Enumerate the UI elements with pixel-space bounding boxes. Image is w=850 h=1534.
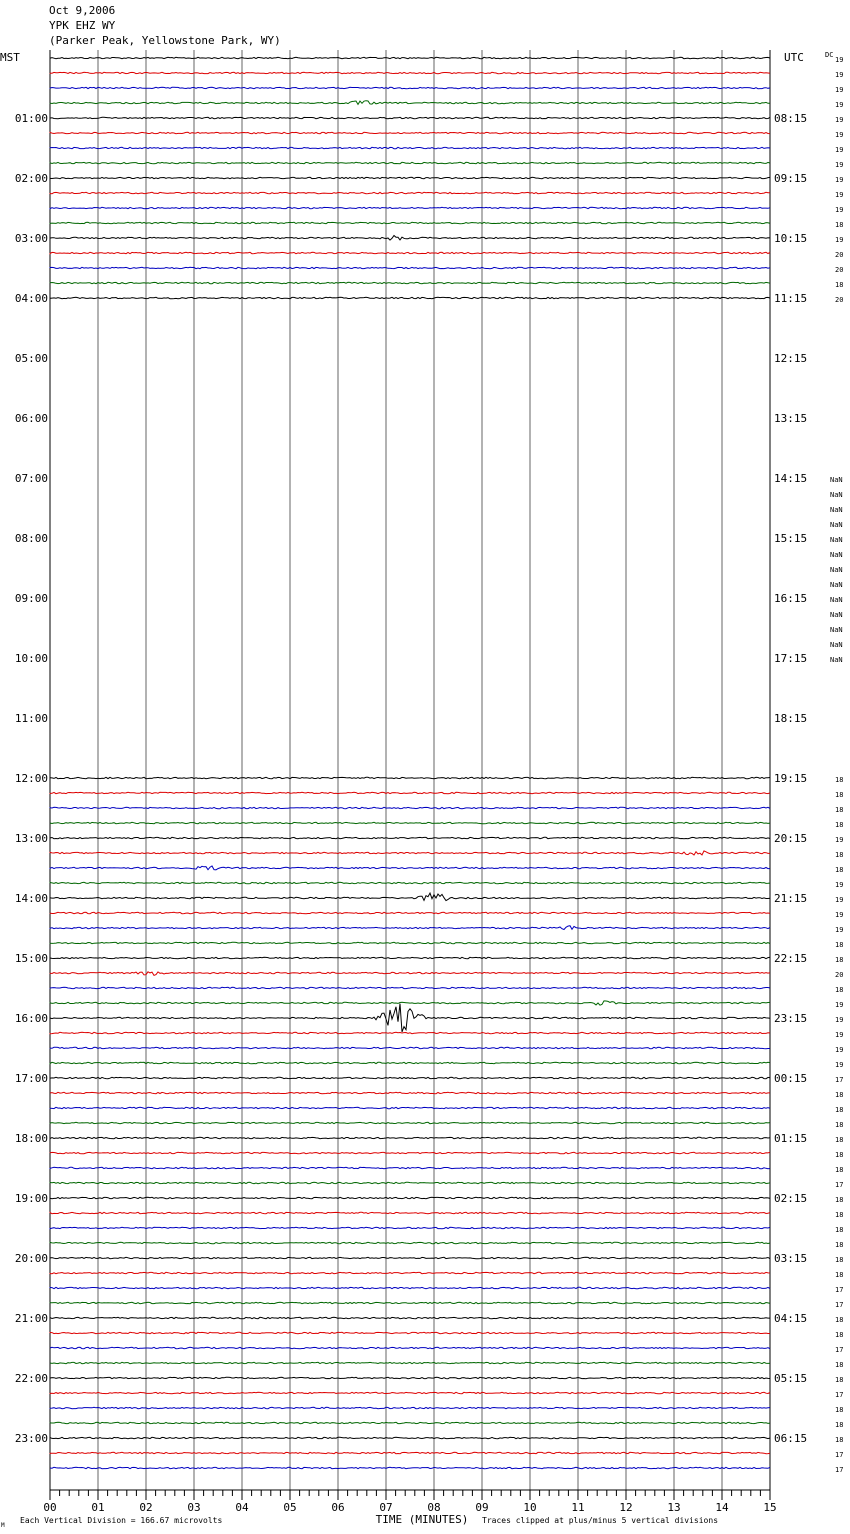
seismic-trace bbox=[50, 1257, 770, 1258]
seismic-trace bbox=[50, 132, 770, 133]
dc-offset-label: 18 bbox=[835, 1376, 844, 1384]
hour-label-utc: 11:15 bbox=[774, 292, 808, 305]
seismic-trace bbox=[50, 267, 770, 268]
dc-offset-label: 17 bbox=[835, 1301, 844, 1309]
seismic-trace bbox=[50, 972, 770, 976]
nan-label: NaN bbox=[830, 626, 843, 634]
seismic-trace bbox=[50, 987, 770, 988]
nan-label: NaN bbox=[830, 551, 843, 559]
dc-offset-label: 18 bbox=[835, 821, 844, 829]
seismic-trace bbox=[50, 1152, 770, 1153]
seismic-trace bbox=[50, 1422, 770, 1423]
hour-label-mst: 08:00 bbox=[14, 532, 48, 545]
mst-axis-label: MST bbox=[0, 51, 20, 64]
hour-label-utc: 14:15 bbox=[774, 472, 808, 485]
seismic-trace bbox=[50, 177, 770, 178]
dc-offset-label: 18 bbox=[835, 1226, 844, 1234]
hour-label-utc: 20:15 bbox=[774, 832, 808, 845]
corner-mark: M bbox=[1, 1522, 5, 1529]
dc-offset-label: 19 bbox=[835, 206, 844, 214]
time-tick-label: 13 bbox=[667, 1501, 681, 1514]
seismic-trace bbox=[50, 282, 770, 283]
dc-offset-label: 18 bbox=[835, 1271, 844, 1279]
dc-offset-label: 19 bbox=[835, 836, 844, 844]
seismic-trace bbox=[50, 1032, 770, 1033]
dc-offset-label: 19 bbox=[835, 116, 844, 124]
hour-label-utc: 15:15 bbox=[774, 532, 808, 545]
seismic-trace bbox=[50, 851, 770, 855]
dc-offset-label: 18 bbox=[835, 1166, 844, 1174]
dc-offset-label: 19 bbox=[835, 1001, 844, 1009]
time-tick-label: 01 bbox=[91, 1501, 105, 1514]
seismic-trace bbox=[50, 1077, 770, 1078]
seismic-trace bbox=[50, 792, 770, 793]
time-tick-label: 04 bbox=[235, 1501, 249, 1514]
dc-offset-label: 19 bbox=[835, 1061, 844, 1069]
time-tick-label: 00 bbox=[43, 1501, 57, 1514]
hour-label-mst: 15:00 bbox=[14, 952, 48, 965]
dc-offset-label: 18 bbox=[835, 1421, 844, 1429]
dc-offset-label: 18 bbox=[835, 281, 844, 289]
hour-label-utc: 16:15 bbox=[774, 592, 808, 605]
time-axis-title: TIME (MINUTES) bbox=[375, 1513, 469, 1526]
hour-label-mst: 11:00 bbox=[14, 712, 48, 725]
hour-label-mst: 17:00 bbox=[14, 1072, 48, 1085]
dc-offset-label: 19 bbox=[835, 1031, 844, 1039]
hour-label-mst: 21:00 bbox=[14, 1312, 48, 1325]
seismic-trace bbox=[50, 1452, 770, 1453]
hour-label-utc: 19:15 bbox=[774, 772, 808, 785]
hour-label-mst: 10:00 bbox=[14, 652, 48, 665]
scale-note: Each Vertical Division = 166.67 microvolts bbox=[20, 1516, 223, 1525]
seismic-trace bbox=[50, 1167, 770, 1168]
hour-label-utc: 18:15 bbox=[774, 712, 808, 725]
seismic-trace bbox=[50, 1392, 770, 1393]
seismic-trace bbox=[50, 1317, 770, 1318]
dc-offset-label: 18 bbox=[835, 1436, 844, 1444]
dc-offset-label: 19 bbox=[835, 1046, 844, 1054]
seismic-trace bbox=[50, 1182, 770, 1183]
dc-offset-label: 17 bbox=[835, 1451, 844, 1459]
dc-offset-label: 19 bbox=[835, 86, 844, 94]
time-tick-label: 12 bbox=[619, 1501, 633, 1514]
seismic-trace bbox=[50, 162, 770, 163]
seismic-trace bbox=[50, 1437, 770, 1438]
dc-offset-label: 18 bbox=[835, 1106, 844, 1114]
nan-label: NaN bbox=[830, 641, 843, 649]
time-tick-label: 09 bbox=[475, 1501, 489, 1514]
hour-label-mst: 07:00 bbox=[14, 472, 48, 485]
dc-offset-label: 18 bbox=[835, 956, 844, 964]
dc-offset-label: 19 bbox=[835, 161, 844, 169]
nan-label: NaN bbox=[830, 491, 843, 499]
hour-label-mst: 14:00 bbox=[14, 892, 48, 905]
seismic-trace bbox=[50, 1347, 770, 1348]
seismic-trace bbox=[50, 866, 770, 870]
date-label: Oct 9,2006 bbox=[49, 4, 116, 17]
hour-label-mst: 19:00 bbox=[14, 1192, 48, 1205]
dc-offset-label: 18 bbox=[835, 866, 844, 874]
seismic-trace bbox=[50, 942, 770, 943]
dc-offset-label: 19 bbox=[835, 101, 844, 109]
seismic-trace bbox=[50, 957, 770, 958]
dc-offset-label: 17 bbox=[835, 1466, 844, 1474]
dc-offset-label: 17 bbox=[835, 1076, 844, 1084]
seismic-trace bbox=[50, 1332, 770, 1333]
dc-offset-label: 20 bbox=[835, 266, 844, 274]
seismic-trace bbox=[50, 72, 770, 73]
nan-label: NaN bbox=[830, 506, 843, 514]
hour-label-utc: 09:15 bbox=[774, 172, 808, 185]
dc-offset-label: 17 bbox=[835, 1286, 844, 1294]
seismic-trace bbox=[50, 1407, 770, 1408]
hour-label-utc: 12:15 bbox=[774, 352, 808, 365]
seismic-trace bbox=[50, 57, 770, 58]
hour-label-mst: 22:00 bbox=[14, 1372, 48, 1385]
seismic-trace bbox=[50, 192, 770, 193]
dc-offset-label: 18 bbox=[835, 986, 844, 994]
hour-label-utc: 08:15 bbox=[774, 112, 808, 125]
time-tick-label: 03 bbox=[187, 1501, 201, 1514]
time-tick-label: 06 bbox=[331, 1501, 345, 1514]
nan-label: NaN bbox=[830, 611, 843, 619]
seismic-trace bbox=[50, 1362, 770, 1363]
hour-label-utc: 13:15 bbox=[774, 412, 808, 425]
dc-offset-label: 18 bbox=[835, 806, 844, 814]
hour-label-mst: 09:00 bbox=[14, 592, 48, 605]
dc-offset-label: 19 bbox=[835, 1016, 844, 1024]
seismic-trace bbox=[50, 1062, 770, 1063]
location-label: (Parker Peak, Yellowstone Park, WY) bbox=[49, 34, 281, 47]
hour-label-utc: 01:15 bbox=[774, 1132, 808, 1145]
seismic-trace bbox=[50, 101, 770, 105]
hour-label-utc: 04:15 bbox=[774, 1312, 808, 1325]
time-tick-label: 05 bbox=[283, 1501, 297, 1514]
dc-offset-label: 18 bbox=[835, 1406, 844, 1414]
dc-offset-label: 17 bbox=[835, 1391, 844, 1399]
dc-offset-label: 18 bbox=[835, 1121, 844, 1129]
time-tick-label: 07 bbox=[379, 1501, 393, 1514]
dc-offset-label: 18 bbox=[835, 1316, 844, 1324]
hour-label-mst: 01:00 bbox=[14, 112, 48, 125]
time-tick-label: 08 bbox=[427, 1501, 441, 1514]
dc-offset-label: 17 bbox=[835, 1181, 844, 1189]
hour-label-utc: 21:15 bbox=[774, 892, 808, 905]
seismic-trace bbox=[50, 1137, 770, 1138]
dc-offset-label: 17 bbox=[835, 1346, 844, 1354]
dc-offset-label: 20 bbox=[835, 296, 844, 304]
seismic-trace bbox=[50, 1467, 770, 1468]
seismic-trace bbox=[50, 117, 770, 118]
seismic-trace bbox=[50, 1092, 770, 1093]
seismic-trace bbox=[50, 252, 770, 253]
dc-offset-label: 20 bbox=[835, 971, 844, 979]
hour-label-mst: 06:00 bbox=[14, 412, 48, 425]
dc-offset-label: 19 bbox=[835, 176, 844, 184]
dc-offset-label: 18 bbox=[835, 1136, 844, 1144]
time-tick-label: 14 bbox=[715, 1501, 729, 1514]
hour-label-mst: 03:00 bbox=[14, 232, 48, 245]
seismic-trace bbox=[50, 222, 770, 223]
dc-offset-label: 19 bbox=[835, 911, 844, 919]
hour-label-utc: 10:15 bbox=[774, 232, 808, 245]
hour-label-utc: 22:15 bbox=[774, 952, 808, 965]
dc-offset-label: 19 bbox=[835, 71, 844, 79]
dc-offset-label: 18 bbox=[835, 1211, 844, 1219]
seismic-trace bbox=[50, 1122, 770, 1123]
dc-offset-label: 18 bbox=[835, 941, 844, 949]
seismic-trace bbox=[50, 1377, 770, 1378]
hour-label-utc: 06:15 bbox=[774, 1432, 808, 1445]
hour-label-mst: 18:00 bbox=[14, 1132, 48, 1145]
seismic-trace bbox=[50, 87, 770, 88]
nan-label: NaN bbox=[830, 656, 843, 664]
dc-label: DC bbox=[825, 51, 834, 59]
time-tick-label: 02 bbox=[139, 1501, 153, 1514]
nan-label: NaN bbox=[830, 536, 843, 544]
nan-label: NaN bbox=[830, 581, 843, 589]
seismic-trace bbox=[50, 1047, 770, 1048]
seismic-trace bbox=[50, 207, 770, 208]
hour-label-utc: 23:15 bbox=[774, 1012, 808, 1025]
hour-label-mst: 02:00 bbox=[14, 172, 48, 185]
seismic-trace bbox=[50, 1212, 770, 1213]
dc-offset-label: 18 bbox=[835, 1331, 844, 1339]
hour-label-utc: 03:15 bbox=[774, 1252, 808, 1265]
seismic-trace bbox=[50, 1197, 770, 1198]
hour-label-mst: 23:00 bbox=[14, 1432, 48, 1445]
seismic-trace bbox=[50, 882, 770, 883]
nan-label: NaN bbox=[830, 596, 843, 604]
dc-offset-label: 18 bbox=[835, 1241, 844, 1249]
dc-offset-label: 18 bbox=[835, 221, 844, 229]
dc-offset-label: 19 bbox=[835, 881, 844, 889]
time-tick-label: 15 bbox=[763, 1501, 777, 1514]
seismic-trace bbox=[50, 1001, 770, 1005]
dc-offset-label: 18 bbox=[835, 1256, 844, 1264]
dc-offset-label: 18 bbox=[835, 1151, 844, 1159]
seismic-trace bbox=[50, 777, 770, 778]
dc-offset-label: 18 bbox=[835, 1196, 844, 1204]
seismic-trace bbox=[50, 912, 770, 913]
hour-label-mst: 13:00 bbox=[14, 832, 48, 845]
dc-offset-label: 18 bbox=[835, 791, 844, 799]
hour-label-mst: 20:00 bbox=[14, 1252, 48, 1265]
seismic-trace bbox=[50, 1272, 770, 1273]
utc-axis-label: UTC bbox=[784, 51, 804, 64]
seismic-trace bbox=[50, 807, 770, 808]
seismic-trace bbox=[50, 1287, 770, 1288]
seismic-trace bbox=[50, 1302, 770, 1303]
seismic-trace bbox=[50, 893, 770, 901]
seismic-trace bbox=[50, 147, 770, 148]
seismic-trace bbox=[50, 822, 770, 823]
time-tick-label: 11 bbox=[571, 1501, 585, 1514]
dc-offset-label: 20 bbox=[835, 251, 844, 259]
dc-offset-label: 19 bbox=[835, 896, 844, 904]
hour-label-utc: 02:15 bbox=[774, 1192, 808, 1205]
nan-label: NaN bbox=[830, 521, 843, 529]
dc-offset-label: 19 bbox=[835, 191, 844, 199]
hour-label-mst: 04:00 bbox=[14, 292, 48, 305]
dc-offset-label: 18 bbox=[835, 1091, 844, 1099]
time-tick-label: 10 bbox=[523, 1501, 537, 1514]
dc-offset-label: 19 bbox=[835, 926, 844, 934]
hour-label-mst: 05:00 bbox=[14, 352, 48, 365]
seismic-trace bbox=[50, 1227, 770, 1228]
hour-label-utc: 00:15 bbox=[774, 1072, 808, 1085]
dc-offset-label: 19 bbox=[835, 146, 844, 154]
dc-offset-label: 19 bbox=[835, 131, 844, 139]
hour-label-mst: 16:00 bbox=[14, 1012, 48, 1025]
seismic-trace bbox=[50, 297, 770, 298]
dc-offset-label: 19 bbox=[835, 56, 844, 64]
dc-offset-label: 18 bbox=[835, 776, 844, 784]
seismic-trace bbox=[50, 1242, 770, 1243]
clip-note: Traces clipped at plus/minus 5 vertical divisions bbox=[482, 1516, 719, 1525]
hour-label-utc: 05:15 bbox=[774, 1372, 808, 1385]
seismic-trace bbox=[50, 236, 770, 241]
nan-label: NaN bbox=[830, 566, 843, 574]
dc-offset-label: 18 bbox=[835, 1361, 844, 1369]
seismic-trace bbox=[50, 1107, 770, 1108]
hour-label-utc: 17:15 bbox=[774, 652, 808, 665]
nan-label: NaN bbox=[830, 476, 843, 484]
hour-label-mst: 12:00 bbox=[14, 772, 48, 785]
dc-offset-label: 19 bbox=[835, 236, 844, 244]
station-label: YPK EHZ WY bbox=[49, 19, 116, 32]
seismic-trace bbox=[50, 837, 770, 838]
dc-offset-label: 18 bbox=[835, 851, 844, 859]
seismic-trace bbox=[50, 926, 770, 930]
seismic-trace bbox=[50, 1004, 770, 1032]
